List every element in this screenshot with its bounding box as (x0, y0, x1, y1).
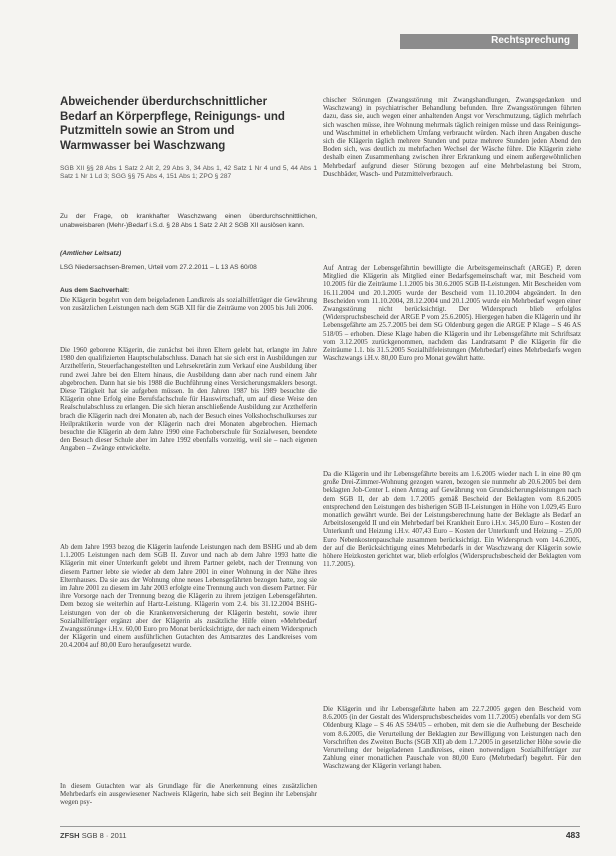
footer-journal (60, 831, 127, 840)
right-paragraph: Die Klägerin und ihr Lebensgefährte haben am 22.7.2005 gegen den Bescheid vom 8.6.2005 (in der Gestalt des Widerspruchsbescheides vom 11.7.2005) ebenfalls vor dem SG Oldenburg Klage – S 46 AS 594/05 – erhoben, mit dem sie die Aufhebung der Bescheide vom 8.6.2005, die Verurteilung der Beklagten zur Bewilligung von Leistungen nach den Vorschriften des Zweiten Buchs (SGB XII) ab dem 1.7.2005 in gesetzlicher Höhe sowie die Verurteilung der beigeladenen Landkreises, einen notwendigen Sozialhilfeträger zur Zahlung einer monatlichen Pauschale von 80,00 Euro (Mehrbedarf) begehrt. Für den Waschzwang der Klägerin verlangt haben. (323, 705, 581, 771)
headnote-question: Zu der Frage, ob krankhafter Waschzwang einen überdurchschnittlichen, unabweisbaren (Mehr-)Bedarf i.S.d. § 28 Abs 1 Satz 2 Alt 2 SGB XII auslösen kann. (60, 213, 317, 229)
article-title: Abweichender überdurchschnittlicher Bedarf an Körperpflege, Reinigungs- und Putzmitteln sowie an Strom und Warmwasser bei Waschzwang (60, 96, 285, 152)
section-label: Rechtsprechung (491, 35, 570, 46)
right-paragraph: chischer Störungen (Zwangsstörung mit Zwangshandlungen, Zwangsgedanken und Waschzwang) in psychiatrischer Behandlung befunden. Ihre Zwangsstörungen führten dazu, dass sie, auch wegen einer anhaltenden Angst vor Verschmutzung, täglich mehrfach sich waschen müsse, ihre Wohnung mehrmals täglich reinigen müsse und dass Reinigungs- und Waschmittel in erheblichem Umfang verbraucht würden. Nach ihren Angaben dusche sich die Klägerin täglich mehrere Stunden und putze mehrere Stunden jeden Abend den Boden sich, was deutlich zu mehrfachen Wechsel der Wäsche führe. Die Klägerin ziehe deshalb einen Zusammenhang zwischen ihrer Erkrankung und einem außergewöhnlichen Mehrbedarf aufgrund dieser Störung bezogen auf eine Mehrbelastung bei Strom, Duschbäder, Wasch- und Putzmittelverbrauch. (323, 96, 581, 178)
right-paragraph: Da die Klägerin und ihr Lebensgefährte bereits am 1.6.2005 wieder nach L in eine 80 qm große Drei-Zimmer-Wohnung gezogen waren, bezogen sie nunmehr ab 20.6.2005 bei dem beklagten Job-Center L einen Antrag auf Gewährung von Grundsicherungsleistungen nach dem SGB II, der ab dem 1.7.2005 gemäß Bescheid der Beklagten vom 8.6.2005 entsprechend den Leistungen des bisherigen SGB II-Leistungen in Höhe von 1.029,45 Euro monatlich gewährt wurde. Bei der Leistungsberechnung hatte der Beklagte als Bedarf an Arbeitslosengeld II und ein Mehrbedarf bei Krankheit Euro i.H.v. 345,00 Euro – Kosten der Unterkunft und Heizung i.H.v. 407,43 Euro – Kosten der Unterkunft und Heizung – 25,00 Euro Nebenkostenpauschale zusammen berücksichtigt. Ein Widerspruch vom 14.6.2005, der auf die Berücksichtigung eines Mehrbedarfs in der Waschzwang der Klägerin sowie höhere Heizkosten gerichtet war, blieb erfolglos (Widerspruchsbescheid der Beklagten vom 11.7.2005). (323, 470, 581, 569)
court-citation: LSG Niedersachsen-Bremen, Urteil vom 27.2.2011 – L 13 AS 60/08 (60, 264, 257, 271)
norms-citation: SGB XII §§ 28 Abs 1 Satz 2 Alt 2, 29 Abs 3, 34 Abs 1, 42 Satz 1 Nr 4 und 5, 44 Abs 1 Satz 1 Nr 1 Ld 3; SGG §§ 75 Abs 4, 151 Abs 1; ZPO § 287 (60, 165, 317, 181)
right-paragraph: Auf Antrag der Lebensgefährtin bewilligte die Arbeitsgemeinschaft (ARGE) P, deren Mitglied die Klägerin als Mitglied einer Bedarfsgemeinschaft war, mit Bescheid vom 10.2005 für die Zeiträume 1.1.2005 bis 30.6.2005 SGB II-Leistungen. Mit Bescheiden vom 16.11.2004 und 20.1.2005 wurde der Bescheid vom 11.10.2004 abgeändert. In den Bescheiden vom 11.10.2004, 28.12.2004 und 20.1.2005 wurde ein Mehrbedarf wegen einer Zwangsstörung nicht berücksichtigt. Der Widerspruch blieb erfolglos (Widerspruchsbescheid der ARGE P vom 25.6.2005). Hiergegen haben die Klägerin und ihr Lebensgefährte am 25.7.2005 bei dem SG Oldenburg gegen die ARGE P Klage – S 46 AS 518/05 – erhoben. Diese Klage haben die Klägerin und ihr Lebensgefährte mit Schriftsatz vom 3.12.2005 zurückgenommen, nachdem das Landratsamt P die Klägerin für die Zeiträume 1.1. bis 31.5.2005 Sozialhilfeleistungen (Mehrbedarf) eines Mehrbedarfs wegen Waschzwangs i.H.v. 80,00 Euro pro Monat gewährt hatte. (323, 264, 581, 363)
official-headnote-label: (Amtlicher Leitsatz) (60, 250, 122, 257)
left-paragraph: Die 1960 geborene Klägerin, die zunächst bei ihren Eltern gelebt hat, erlangte im Jahre 1980 den qualifizierten Hauptschulabschluss. Danach hat sie sich erst in Ausbildungen zur Arzthelferin, Steuerfachangestellten und Lehrsekretärin zum Verkauf eine Ausbildung über rund zwei Jahre bei den Eltern hinaus, die Ausbildung dann aber nach rund einem Jahr abgebrochen. Dann hat sie bis 1988 die Buchführung eines Versicherungsmaklers besorgt. Diese Tätigkeit hat sie aufgeben müssen. In den Jahren 1987 bis 1989 besuchte die Klägerin ohne Erfolg eine Berufsfachschule für Hauswirtschaft, um auf diese Weise den Realschulabschluss zu erlangen. Die sich hieran anschließende Ausbildung zur Arzthelferin brach die Klägerin nach drei Monaten ab, nach der Besuch eines Volkshochschulkurses zur Heilpraktikerin wurde von der Klägerin nach drei Monaten abgebrochen. Hiernach besuchte die Klägerin ab dem Jahre 1990 eine Fachoberschule für Sozialwesen, beendete den Besuch dieser Schule aber im Jahre 1992 ebenfalls vorzeitig, weil sie – nach eigenen Angaben – Zwänge entwickelte. (60, 346, 317, 453)
page-number: 483 (565, 830, 580, 840)
journal-issue: SGB 8 · 2011 (81, 831, 127, 840)
facts-heading: Aus dem Sachverhalt: (60, 287, 130, 294)
footer-divider (60, 826, 580, 827)
journal-name: ZFSH (60, 831, 80, 840)
left-paragraph: In diesem Gutachten war als Grundlage für die Anerkennung eines zusätzlichen Mehrbedarfs ein ausgewiesener Nachweis Klägerin, habe sich seit Beginn ihr Lebensjahr wegen psy- (60, 782, 317, 807)
section-header-bar (400, 34, 578, 49)
left-paragraph: Die Klägerin begehrt von dem beigeladenen Landkreis als sozialhilfeträger die Gewährung von zusätzlichen Leistungen nach dem SGB XII für die Zeiträume von 2005 bis Juli 2006. (60, 296, 317, 313)
left-paragraph: Ab dem Jahre 1993 bezog die Klägerin laufende Leistungen nach dem BSHG und ab dem 1.1.2005 Leistungen nach dem SGB II. Zuvor und nach ab dem Jahre 1993 hatte die Klägerin mit einer Unterkunft gelebt und ihrem Partner gelebt, nach der Trennung von diesem Partner lebte sie wieder ab dem Jahre 2001 in einer Wohnung in der Nähe ihres Elternhauses. Da sie aus der Wohnung ohne neues Lebensgefährten bezogen hatte, zog sie im Jahre 2001 zu diesem im Jahr 2003 erfolgte eine Trennung auch von diesem Partner. Für ihre Vorsorge nach der Trennung bezog die Klägerin zu ihrem jetzigen Lebensgefährten. Dem bezog sie weiterhin auf Hartz-Leistung. Klägerin vom 2.4. bis 31.12.2004 BSHG-Leistungen von der ob die Krankenversicherung der Klägerin besteht, sowie ihrer Sozialhilfeträger ergänzt aber der Klägerin als zusätzliche Hilfe einen »Mehrbedarf Zwangsstörung« i.H.v. 60,00 Euro pro Monat berücksichtigte, der nach einem Widerspruch der Klägerin und einem ausführlichen Gutachten des Amtsarztes des Landkreises vom 20.4.2004 auf 80,00 Euro heraufgesetzt wurde. (60, 543, 318, 650)
